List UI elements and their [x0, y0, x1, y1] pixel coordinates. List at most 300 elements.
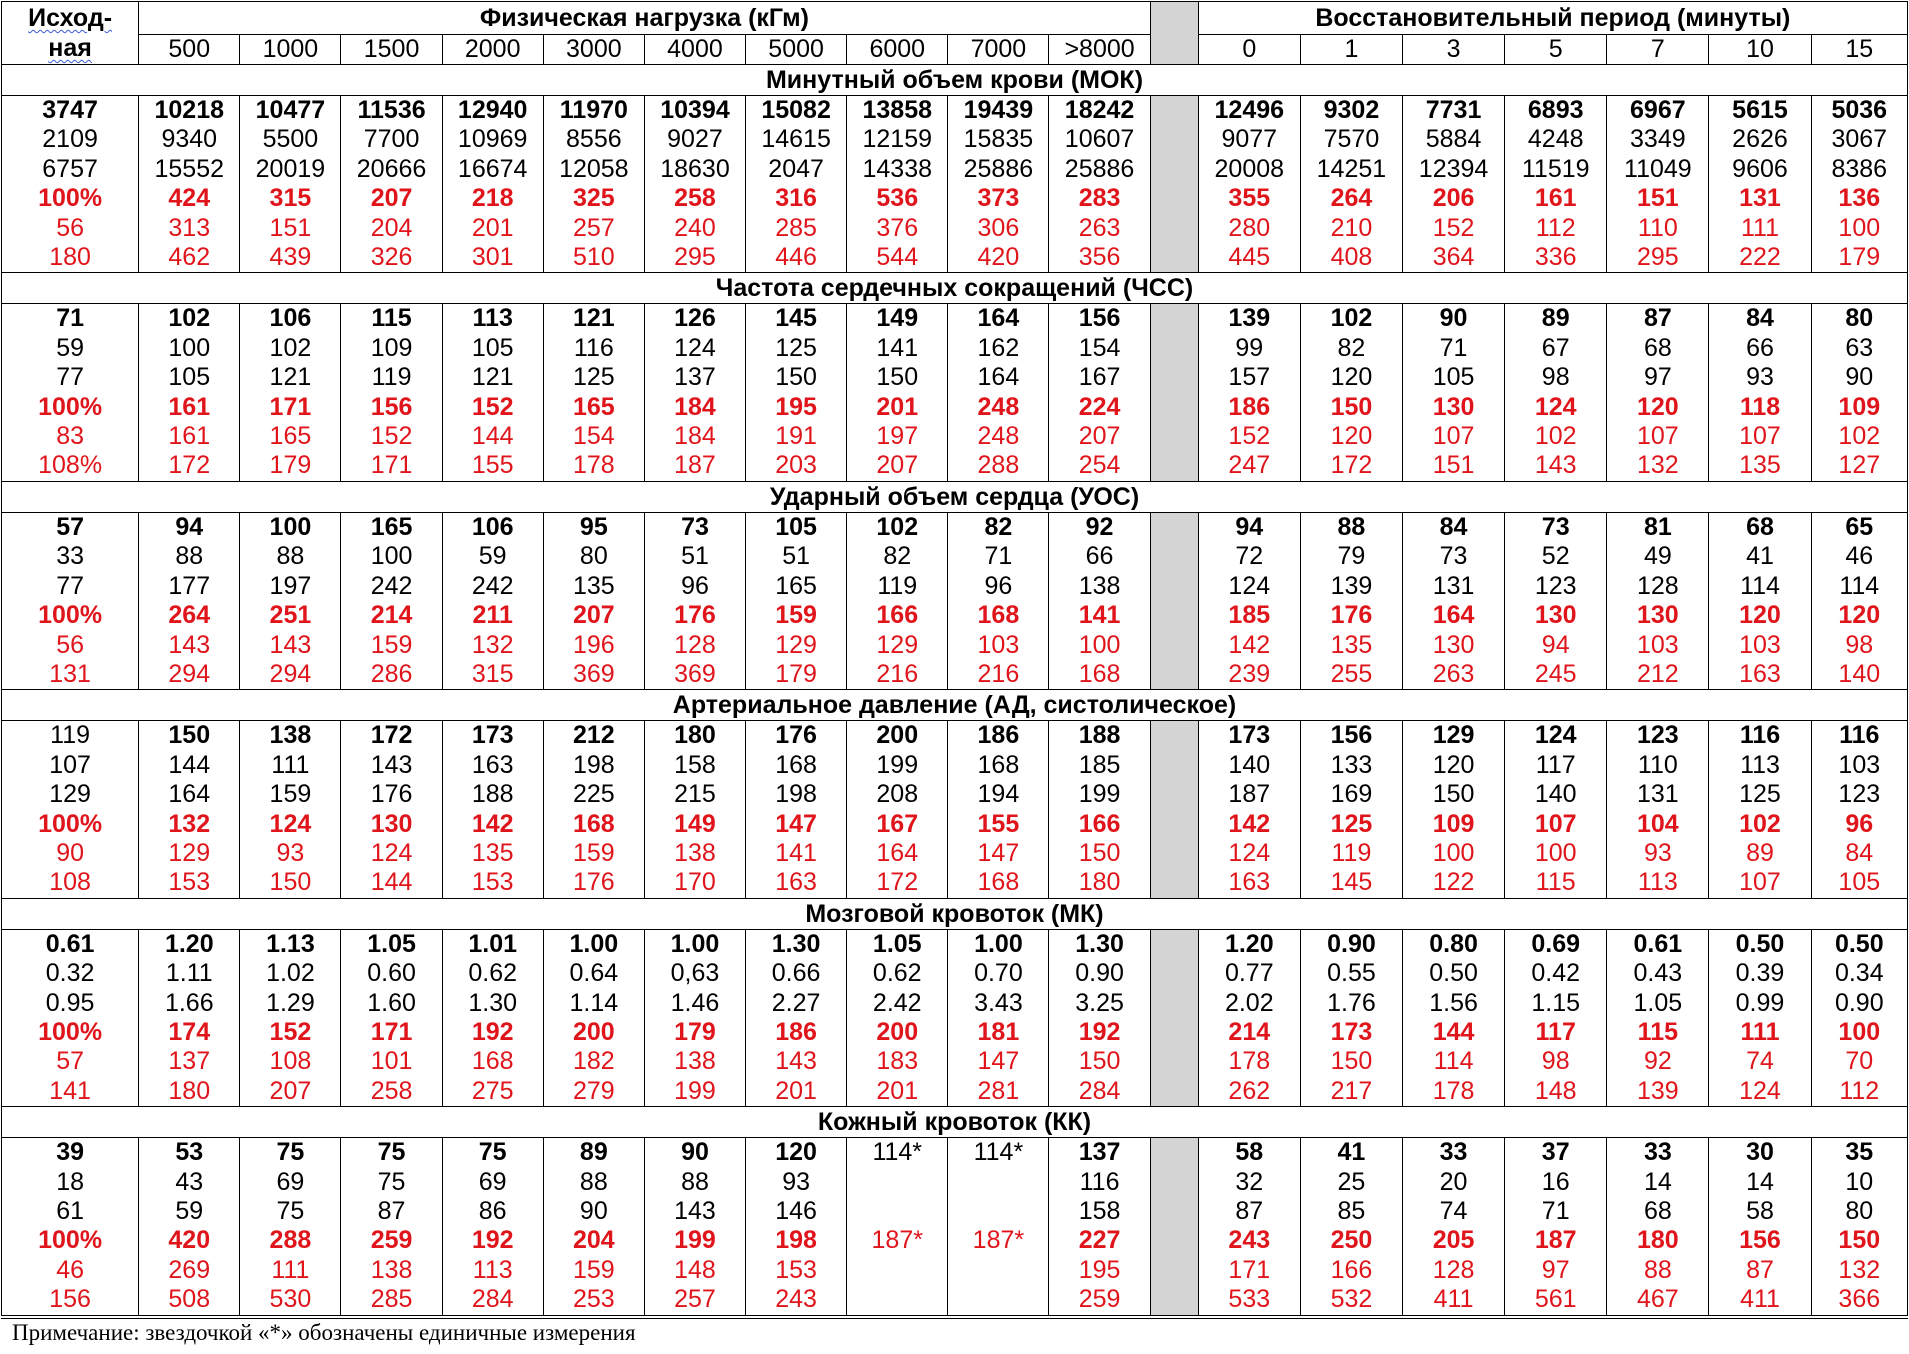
load-value-cell: 88 [240, 542, 341, 571]
load-value-cell: 207 [1049, 422, 1150, 451]
column-separator [1150, 1197, 1198, 1226]
load-value-cell: 138 [1049, 572, 1150, 601]
load-value-cell: 73 [644, 512, 745, 542]
column-separator [1150, 155, 1198, 184]
load-value-cell: 103 [948, 631, 1049, 660]
recovery-value-cell: 33 [1403, 1138, 1505, 1168]
recovery-value-cell: 7570 [1300, 125, 1402, 154]
load-value-cell: 420 [948, 243, 1049, 273]
load-value-cell: 121 [240, 363, 341, 392]
load-value-cell: 182 [543, 1047, 644, 1076]
column-separator [1150, 304, 1198, 334]
recovery-value-cell: 250 [1300, 1226, 1402, 1255]
load-value-cell: 2.42 [847, 989, 948, 1018]
recovery-value-cell: 0.61 [1607, 929, 1709, 959]
recovery-value-cell: 103 [1811, 751, 1907, 780]
baseline-cell: 108 [2, 868, 139, 898]
column-separator [1150, 334, 1198, 363]
load-value-cell: 165 [240, 422, 341, 451]
recovery-value-cell: 70 [1811, 1047, 1907, 1076]
load-value-cell: 149 [847, 304, 948, 334]
table-row [2, 868, 1908, 898]
recovery-value-cell: 152 [1198, 422, 1300, 451]
load-value-cell: 124 [240, 810, 341, 839]
load-value-cell: 132 [139, 810, 240, 839]
recovery-value-cell: 84 [1709, 304, 1811, 334]
load-value-cell: 147 [746, 810, 847, 839]
load-value-cell: 156 [341, 393, 442, 422]
recovery-value-cell: 41 [1300, 1138, 1402, 1168]
column-separator [1150, 1285, 1198, 1315]
load-value-cell: 114* [847, 1138, 948, 1168]
recovery-value-cell: 87 [1198, 1197, 1300, 1226]
table-row [2, 512, 1908, 542]
load-value-cell: 106 [240, 304, 341, 334]
baseline-cell: 100% [2, 810, 139, 839]
recovery-value-cell: 120 [1403, 751, 1505, 780]
recovery-value-cell: 243 [1198, 1226, 1300, 1255]
load-value-cell: 10218 [139, 96, 240, 126]
load-value-cell: 154 [543, 422, 644, 451]
column-separator [1150, 751, 1198, 780]
load-value-cell: 0,63 [644, 959, 745, 988]
load-value-cell: 212 [543, 721, 644, 751]
baseline-cell: 18 [2, 1168, 139, 1197]
load-value-cell: 168 [442, 1047, 543, 1076]
recovery-value-cell: 12394 [1403, 155, 1505, 184]
recovery-value-cell: 72 [1198, 542, 1300, 571]
load-value-cell: 187 [644, 451, 745, 481]
load-value-cell: 143 [240, 631, 341, 660]
load-value-cell: 100 [240, 512, 341, 542]
recovery-value-cell: 163 [1198, 868, 1300, 898]
load-value-cell: 121 [543, 304, 644, 334]
load-value-cell: 259 [1049, 1285, 1150, 1315]
load-value-cell: 153 [442, 868, 543, 898]
recovery-value-cell: 1.56 [1403, 989, 1505, 1018]
recovery-value-cell: 186 [1198, 393, 1300, 422]
load-value-cell: 264 [139, 601, 240, 630]
recovery-value-cell: 171 [1198, 1256, 1300, 1285]
load-value-cell: 148 [644, 1256, 745, 1285]
load-value-cell: 257 [543, 214, 644, 243]
load-value-cell: 75 [240, 1138, 341, 1168]
recovery-value-cell: 41 [1709, 542, 1811, 571]
recovery-value-cell: 85 [1300, 1197, 1402, 1226]
load-value-cell: 15835 [948, 125, 1049, 154]
section-title: Кожный кровоток (КК) [2, 1107, 1908, 1138]
recovery-value-cell: 81 [1607, 512, 1709, 542]
load-value-cell: 143 [139, 631, 240, 660]
load-value-cell: 199 [847, 751, 948, 780]
load-value-cell: 285 [341, 1285, 442, 1315]
recovery-value-cell: 210 [1300, 214, 1402, 243]
load-value-cell: 198 [746, 780, 847, 809]
recovery-value-cell: 97 [1607, 363, 1709, 392]
load-value-cell: 150 [240, 868, 341, 898]
recovery-value-cell: 0.80 [1403, 929, 1505, 959]
load-value-cell: 198 [746, 1226, 847, 1255]
load-value-cell: 284 [1049, 1077, 1150, 1107]
recovery-value-cell: 532 [1300, 1285, 1402, 1315]
load-value-cell: 172 [341, 721, 442, 751]
load-value-cell [847, 1285, 948, 1315]
recovery-value-cell: 90 [1403, 304, 1505, 334]
load-value-cell: 149 [644, 810, 745, 839]
load-value-cell: 1.20 [139, 929, 240, 959]
load-value-cell: 544 [847, 243, 948, 273]
load-value-cell: 216 [948, 660, 1049, 690]
load-value-cell: 197 [240, 572, 341, 601]
baseline-cell: 100% [2, 1226, 139, 1255]
recovery-value-cell: 100 [1505, 839, 1607, 868]
load-value-cell: 155 [442, 451, 543, 481]
recovery-value-cell: 103 [1607, 631, 1709, 660]
recovery-value-cell: 20008 [1198, 155, 1300, 184]
load-column-header: 4000 [644, 35, 745, 65]
load-value-cell: 0.66 [746, 959, 847, 988]
recovery-value-cell: 113 [1709, 751, 1811, 780]
load-value-cell: 125 [746, 334, 847, 363]
recovery-value-cell: 1.76 [1300, 989, 1402, 1018]
load-value-cell: 242 [341, 572, 442, 601]
recovery-value-cell: 136 [1811, 184, 1907, 213]
column-separator [1150, 96, 1198, 126]
load-value-cell: 240 [644, 214, 745, 243]
load-value-cell: 111 [240, 1256, 341, 1285]
load-value-cell: 197 [847, 422, 948, 451]
load-value-cell: 201 [442, 214, 543, 243]
load-value-cell: 14615 [746, 125, 847, 154]
load-value-cell: 106 [442, 512, 543, 542]
load-value-cell: 82 [847, 542, 948, 571]
load-value-cell: 1.60 [341, 989, 442, 1018]
table-row [2, 155, 1908, 184]
load-value-cell: 145 [746, 304, 847, 334]
recovery-value-cell: 5884 [1403, 125, 1505, 154]
load-value-cell: 109 [341, 334, 442, 363]
load-value-cell: 200 [543, 1018, 644, 1047]
load-value-cell: 51 [746, 542, 847, 571]
load-value-cell: 121 [442, 363, 543, 392]
load-value-cell: 316 [746, 184, 847, 213]
recovery-value-cell: 110 [1607, 751, 1709, 780]
load-value-cell: 10607 [1049, 125, 1150, 154]
load-value-cell: 143 [746, 1047, 847, 1076]
column-separator [1150, 422, 1198, 451]
load-value-cell: 204 [543, 1226, 644, 1255]
recovery-value-cell: 33 [1607, 1138, 1709, 1168]
load-value-cell: 128 [644, 631, 745, 660]
baseline-cell: 33 [2, 542, 139, 571]
load-value-cell: 147 [948, 839, 1049, 868]
load-value-cell: 180 [644, 721, 745, 751]
section-header-row [2, 273, 1908, 304]
recovery-value-cell: 467 [1607, 1285, 1709, 1315]
load-value-cell: 288 [240, 1226, 341, 1255]
column-separator [1150, 1047, 1198, 1076]
recovery-value-cell: 132 [1607, 451, 1709, 481]
recovery-value-cell: 280 [1198, 214, 1300, 243]
load-value-cell: 0.62 [847, 959, 948, 988]
load-value-cell: 137 [139, 1047, 240, 1076]
load-value-cell: 75 [341, 1138, 442, 1168]
recovery-value-cell: 99 [1198, 334, 1300, 363]
table-row [2, 572, 1908, 601]
load-value-cell: 13858 [847, 96, 948, 126]
recovery-value-cell: 205 [1403, 1226, 1505, 1255]
recovery-value-cell: 116 [1811, 721, 1907, 751]
recovery-value-cell: 68 [1709, 512, 1811, 542]
recovery-value-cell: 114 [1709, 572, 1811, 601]
baseline-cell: 119 [2, 721, 139, 751]
recovery-value-cell: 142 [1198, 810, 1300, 839]
section-title: Минутный объем крови (МОК) [2, 65, 1908, 96]
recovery-value-cell: 88 [1607, 1256, 1709, 1285]
recovery-value-cell: 113 [1607, 868, 1709, 898]
load-value-cell: 315 [240, 184, 341, 213]
table-row [2, 660, 1908, 690]
load-value-cell: 88 [139, 542, 240, 571]
load-value-cell: 168 [948, 868, 1049, 898]
load-value-cell: 171 [341, 1018, 442, 1047]
recovery-value-cell: 166 [1300, 1256, 1402, 1285]
load-header: Физическая нагрузка (кГм) [139, 2, 1150, 35]
baseline-cell: 77 [2, 572, 139, 601]
recovery-header: Восстановительный период (минуты) [1198, 2, 1907, 35]
recovery-value-cell: 32 [1198, 1168, 1300, 1197]
recovery-value-cell: 0.99 [1709, 989, 1811, 1018]
recovery-value-cell: 173 [1198, 721, 1300, 751]
recovery-value-cell: 52 [1505, 542, 1607, 571]
recovery-value-cell: 94 [1505, 631, 1607, 660]
load-value-cell: 1.00 [543, 929, 644, 959]
recovery-column-header: 15 [1811, 35, 1907, 65]
recovery-value-cell: 80 [1811, 1197, 1907, 1226]
baseline-cell: 0.32 [2, 959, 139, 988]
load-value-cell: 1.00 [948, 929, 1049, 959]
load-value-cell: 168 [1049, 660, 1150, 690]
recovery-value-cell: 262 [1198, 1077, 1300, 1107]
load-value-cell: 186 [948, 721, 1049, 751]
column-separator [1150, 810, 1198, 839]
load-value-cell: 130 [341, 810, 442, 839]
load-value-cell: 170 [644, 868, 745, 898]
recovery-value-cell: 58 [1709, 1197, 1811, 1226]
load-value-cell: 207 [341, 184, 442, 213]
section-header-row [2, 481, 1908, 512]
recovery-value-cell: 14251 [1300, 155, 1402, 184]
load-value-cell: 376 [847, 214, 948, 243]
load-value-cell: 153 [746, 1256, 847, 1285]
baseline-cell: 0.95 [2, 989, 139, 1018]
load-value-cell: 172 [139, 451, 240, 481]
recovery-value-cell: 115 [1607, 1018, 1709, 1047]
recovery-value-cell: 131 [1403, 572, 1505, 601]
recovery-value-cell: 139 [1198, 304, 1300, 334]
load-value-cell: 313 [139, 214, 240, 243]
load-value-cell: 446 [746, 243, 847, 273]
column-separator [1150, 1138, 1198, 1168]
recovery-value-cell: 0.39 [1709, 959, 1811, 988]
recovery-value-cell: 0.50 [1709, 929, 1811, 959]
column-separator [1150, 868, 1198, 898]
baseline-cell: 56 [2, 631, 139, 660]
recovery-value-cell: 102 [1300, 304, 1402, 334]
load-value-cell: 43 [139, 1168, 240, 1197]
load-value-cell: 192 [442, 1018, 543, 1047]
column-separator [1150, 959, 1198, 988]
recovery-value-cell: 151 [1403, 451, 1505, 481]
load-value-cell: 116 [543, 334, 644, 363]
load-value-cell: 0.62 [442, 959, 543, 988]
column-separator [1150, 1256, 1198, 1285]
column-separator [1150, 572, 1198, 601]
load-value-cell: 138 [644, 839, 745, 868]
recovery-value-cell: 92 [1607, 1047, 1709, 1076]
load-value-cell: 156 [1049, 304, 1150, 334]
table-row [2, 1197, 1908, 1226]
baseline-cell: 100% [2, 393, 139, 422]
load-value-cell: 100 [1049, 631, 1150, 660]
baseline-cell: 61 [2, 1197, 139, 1226]
recovery-column-header: 7 [1607, 35, 1709, 65]
load-value-cell: 183 [847, 1047, 948, 1076]
recovery-value-cell: 100 [1811, 214, 1907, 243]
section-title: Ударный объем сердца (УОС) [2, 481, 1908, 512]
load-value-cell: 152 [442, 393, 543, 422]
recovery-value-cell: 10 [1811, 1168, 1907, 1197]
load-value-cell: 168 [746, 751, 847, 780]
load-value-cell: 281 [948, 1077, 1049, 1107]
load-value-cell: 100 [341, 542, 442, 571]
load-value-cell: 86 [442, 1197, 543, 1226]
column-separator [1150, 542, 1198, 571]
column-subheader-row [2, 35, 1908, 65]
recovery-value-cell: 179 [1811, 243, 1907, 273]
recovery-value-cell: 120 [1709, 601, 1811, 630]
load-value-cell: 536 [847, 184, 948, 213]
load-value-cell: 203 [746, 451, 847, 481]
recovery-value-cell: 411 [1403, 1285, 1505, 1315]
recovery-value-cell: 0.42 [1505, 959, 1607, 988]
recovery-value-cell: 109 [1403, 810, 1505, 839]
column-separator [1150, 1077, 1198, 1107]
load-value-cell: 191 [746, 422, 847, 451]
load-column-header: 1500 [341, 35, 442, 65]
load-value-cell: 14338 [847, 155, 948, 184]
load-value-cell: 150 [847, 363, 948, 392]
load-value-cell: 510 [543, 243, 644, 273]
load-column-header: >8000 [1049, 35, 1150, 65]
load-value-cell: 225 [543, 780, 644, 809]
load-value-cell: 164 [847, 839, 948, 868]
physiology-table [1, 1, 1908, 1316]
load-value-cell: 75 [341, 1168, 442, 1197]
recovery-value-cell: 173 [1300, 1018, 1402, 1047]
load-value-cell: 294 [139, 660, 240, 690]
recovery-value-cell: 107 [1505, 810, 1607, 839]
load-value-cell: 173 [442, 721, 543, 751]
load-value-cell: 105 [746, 512, 847, 542]
load-value-cell: 199 [644, 1226, 745, 1255]
load-value-cell: 88 [644, 1168, 745, 1197]
recovery-value-cell: 142 [1198, 631, 1300, 660]
load-value-cell: 164 [139, 780, 240, 809]
load-value-cell: 187* [948, 1226, 1049, 1255]
recovery-value-cell: 68 [1607, 1197, 1709, 1226]
baseline-cell: 0.61 [2, 929, 139, 959]
load-value-cell: 1.30 [1049, 929, 1150, 959]
load-value-cell: 420 [139, 1226, 240, 1255]
recovery-value-cell: 87 [1607, 304, 1709, 334]
recovery-column-header: 10 [1709, 35, 1811, 65]
load-value-cell: 108 [240, 1047, 341, 1076]
column-separator [1150, 1226, 1198, 1255]
load-value-cell: 71 [948, 542, 1049, 571]
load-value-cell: 138 [644, 1047, 745, 1076]
table-row [2, 542, 1908, 571]
table-bottom-border [1, 1318, 1908, 1319]
recovery-value-cell: 30 [1709, 1138, 1811, 1168]
recovery-value-cell: 156 [1709, 1226, 1811, 1255]
table-row [2, 214, 1908, 243]
table-row [2, 451, 1908, 481]
baseline-cell: 71 [2, 304, 139, 334]
load-value-cell: 146 [746, 1197, 847, 1226]
load-value-cell: 188 [1049, 721, 1150, 751]
recovery-value-cell: 139 [1300, 572, 1402, 601]
recovery-value-cell: 245 [1505, 660, 1607, 690]
recovery-value-cell: 20 [1403, 1168, 1505, 1197]
recovery-value-cell: 0.34 [1811, 959, 1907, 988]
table-row [2, 839, 1908, 868]
recovery-value-cell: 80 [1811, 304, 1907, 334]
load-value-cell: 111 [240, 751, 341, 780]
recovery-value-cell: 111 [1709, 214, 1811, 243]
load-value-cell: 143 [644, 1197, 745, 1226]
recovery-value-cell: 46 [1811, 542, 1907, 571]
recovery-value-cell: 100 [1403, 839, 1505, 868]
recovery-value-cell: 111 [1709, 1018, 1811, 1047]
load-value-cell: 373 [948, 184, 1049, 213]
load-value-cell: 208 [847, 780, 948, 809]
recovery-value-cell: 115 [1505, 868, 1607, 898]
load-value-cell: 215 [644, 780, 745, 809]
load-value-cell: 10969 [442, 125, 543, 154]
load-value-cell: 137 [644, 363, 745, 392]
recovery-value-cell: 109 [1811, 393, 1907, 422]
load-value-cell: 105 [442, 334, 543, 363]
load-value-cell: 102 [847, 512, 948, 542]
recovery-value-cell: 16 [1505, 1168, 1607, 1197]
column-separator [1150, 512, 1198, 542]
recovery-value-cell: 125 [1300, 810, 1402, 839]
load-value-cell: 188 [442, 780, 543, 809]
load-value-cell: 163 [442, 751, 543, 780]
recovery-value-cell: 120 [1300, 363, 1402, 392]
load-value-cell: 113 [442, 304, 543, 334]
section-title: Частота сердечных сокращений (ЧСС) [2, 273, 1908, 304]
load-value-cell: 94 [139, 512, 240, 542]
column-separator [1150, 451, 1198, 481]
recovery-value-cell: 8386 [1811, 155, 1907, 184]
load-value-cell: 181 [948, 1018, 1049, 1047]
table-row [2, 1226, 1908, 1255]
load-value-cell: 194 [948, 780, 1049, 809]
recovery-value-cell: 120 [1300, 422, 1402, 451]
load-value-cell: 284 [442, 1285, 543, 1315]
